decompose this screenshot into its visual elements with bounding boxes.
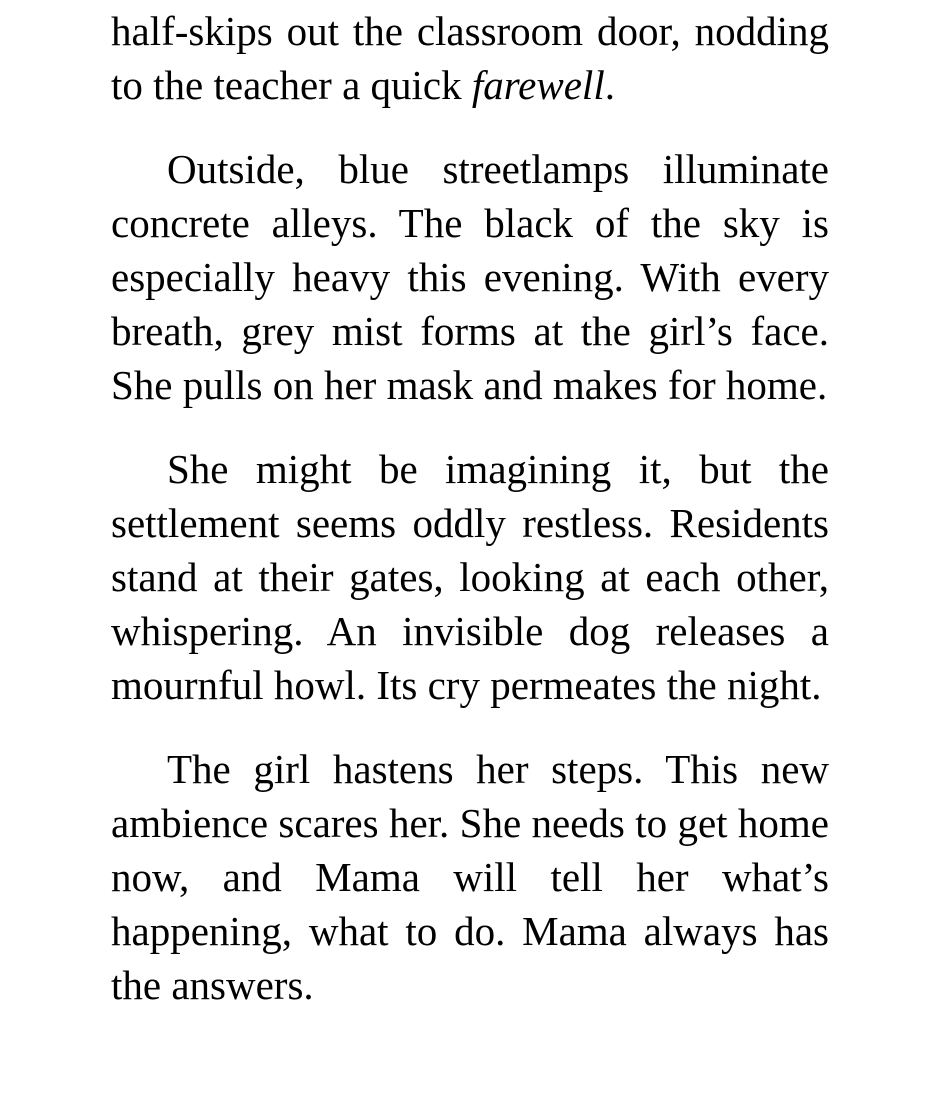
page-body <box>111 4 829 1012</box>
paragraph: She might be imagining it, but the settlement seems oddly restless. Residents stand at their gates, looking at each other, whispering. An invisible dog releases a mournful howl. Its cry permeates the night. <box>111 446 829 708</box>
paragraph-text: half-skips out the classroom door, nodding to the teacher a quick <box>111 8 829 108</box>
italic-word: farewell <box>471 62 605 108</box>
paragraph-continuation <box>111 4 829 112</box>
paragraph: The girl hastens her steps. This new ambience scares her. She needs to get home now, and Mama will tell her what’s happening, what to do. Mama always has the answers. <box>111 746 829 1008</box>
paragraph-punctuation: . <box>604 62 615 108</box>
paragraph: Outside, blue streetlamps illuminate concrete alleys. The black of the sky is especially heavy this evening. With every breath, grey mist forms at the girl’s face. She pulls on her mask and makes for home. <box>111 146 829 408</box>
